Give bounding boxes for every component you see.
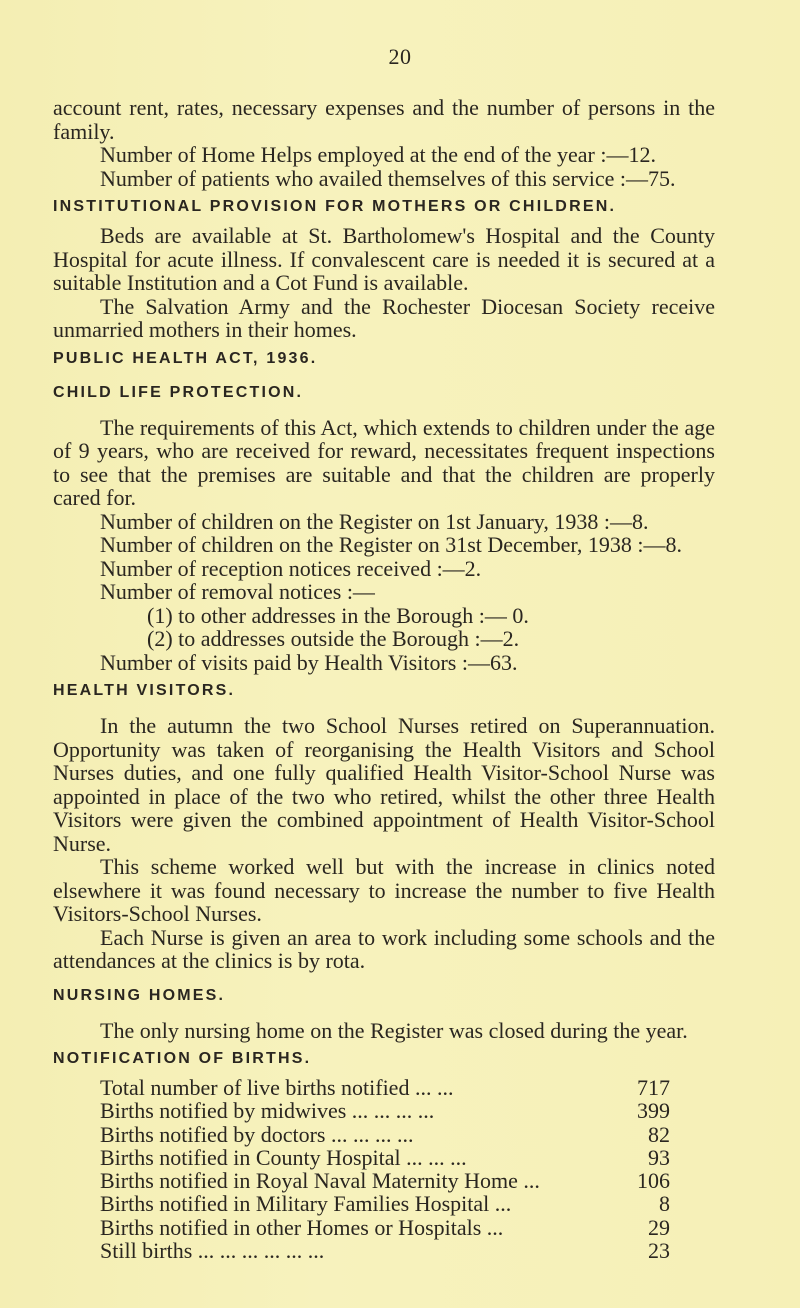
- institutional-para-2: The Salvation Army and the Rochester Diocesan Society receive unmarried mothers in their homes.: [53, 293, 715, 342]
- births-row: [100, 1169, 670, 1192]
- nursing-homes-para: The only nursing home on the Register was closed during the year.: [100, 1017, 688, 1043]
- health-visitors-para-2: This scheme worked well but with the increase in clinics noted elsewhere it was found necessary to increase the number to five Health Visitors-School Nurses.: [53, 854, 715, 926]
- births-row-value: 717: [637, 1075, 670, 1100]
- births-row-value: 29: [648, 1214, 670, 1240]
- births-row-label: Still births ... ... ... ... ... ...: [100, 1238, 325, 1264]
- health-visitors-para-3: Each Nurse is given an area to work including some schools and the attendances at the clinics is by rota.: [53, 924, 715, 973]
- births-row-value: 399: [637, 1098, 670, 1124]
- births-row: [100, 1192, 670, 1215]
- births-row: [100, 1123, 670, 1146]
- section-heading-child-life: CHILD LIFE PROTECTION.: [53, 383, 304, 401]
- section-heading-public-health-act: PUBLIC HEALTH ACT, 1936.: [53, 349, 318, 367]
- births-table: [100, 1076, 670, 1262]
- births-row-value: 93: [648, 1144, 670, 1170]
- births-row-label: Births notified in Military Families Hospital ...: [100, 1191, 512, 1217]
- births-row-label: Total number of live births notified ... ...: [100, 1075, 454, 1100]
- births-row: [100, 1216, 670, 1239]
- institutional-para-1: Beds are available at St. Bartholomew's Hospital and the County Hospital for acute illness. If convalescent care is needed it is secured at a suitable Institution and a Cot Fund is available.: [53, 223, 715, 295]
- intro-continuation: account rent, rates, necessary expenses and the number of persons in the family.: [53, 95, 715, 144]
- home-helps-count: Number of Home Helps employed at the end of the year :—12.: [100, 142, 656, 167]
- births-row: [100, 1239, 670, 1262]
- removal-notice-line: (2) to addresses outside the Borough :—2.: [147, 626, 520, 651]
- removal-notice-line: (1) to other addresses in the Borough :— 0.: [147, 602, 529, 628]
- births-row-value: 82: [648, 1121, 670, 1147]
- births-row: [100, 1099, 670, 1122]
- births-row-label: Births notified by doctors ... ... ... ...: [100, 1121, 414, 1147]
- section-heading-nursing-homes: NURSING HOMES.: [53, 986, 226, 1004]
- births-row-value: 23: [648, 1238, 670, 1264]
- patients-count: Number of patients who availed themselves of this service :—75.: [100, 165, 676, 191]
- births-row-label: Births notified in other Homes or Hospitals ...: [100, 1214, 504, 1240]
- section-heading-health-visitors: HEALTH VISITORS.: [53, 682, 236, 699]
- child-life-line: Number of children on the Register on 1st January, 1938 :—8.: [100, 508, 649, 534]
- health-visitors-para-1: In the autumn the two School Nurses retired on Superannuation. Opportunity was taken of reorganising the Health Visitors and School Nurses duties, and one fully qualified Health Visitor-School Nurse was appointed in place of the two who retired, whilst the other three Health Visitors were given the combined appointment of Health Visitor-School Nurse.: [53, 713, 715, 856]
- births-row-label: Births notified in Royal Naval Maternity Home ...: [100, 1168, 540, 1194]
- child-life-line: Number of reception notices received :—2.: [100, 555, 482, 581]
- births-row-label: Births notified in County Hospital ... ... ...: [100, 1144, 467, 1170]
- births-row-value: 8: [659, 1191, 670, 1217]
- health-visitor-visits: Number of visits paid by Health Visitors :—63.: [100, 649, 518, 675]
- child-life-line: Number of removal notices :—: [100, 579, 375, 604]
- births-row: [100, 1076, 670, 1099]
- child-life-para: The requirements of this Act, which extends to children under the age of 9 years, who are received for reward, necessitates frequent inspections to see that the premises are suitable and that the children are properly cared for.: [53, 414, 715, 510]
- births-row: [100, 1146, 670, 1169]
- section-heading-births: NOTIFICATION OF BIRTHS.: [53, 1050, 312, 1067]
- page-number: 20: [388, 44, 412, 69]
- section-heading-institutional: INSTITUTIONAL PROVISION FOR MOTHERS OR CHILDREN.: [53, 198, 617, 215]
- births-row-value: 106: [637, 1168, 670, 1194]
- births-row-label: Births notified by midwives ... ... ... ...: [100, 1098, 435, 1124]
- child-life-line: Number of children on the Register on 31st December, 1938 :—8.: [100, 532, 682, 557]
- document-body: [53, 96, 715, 1262]
